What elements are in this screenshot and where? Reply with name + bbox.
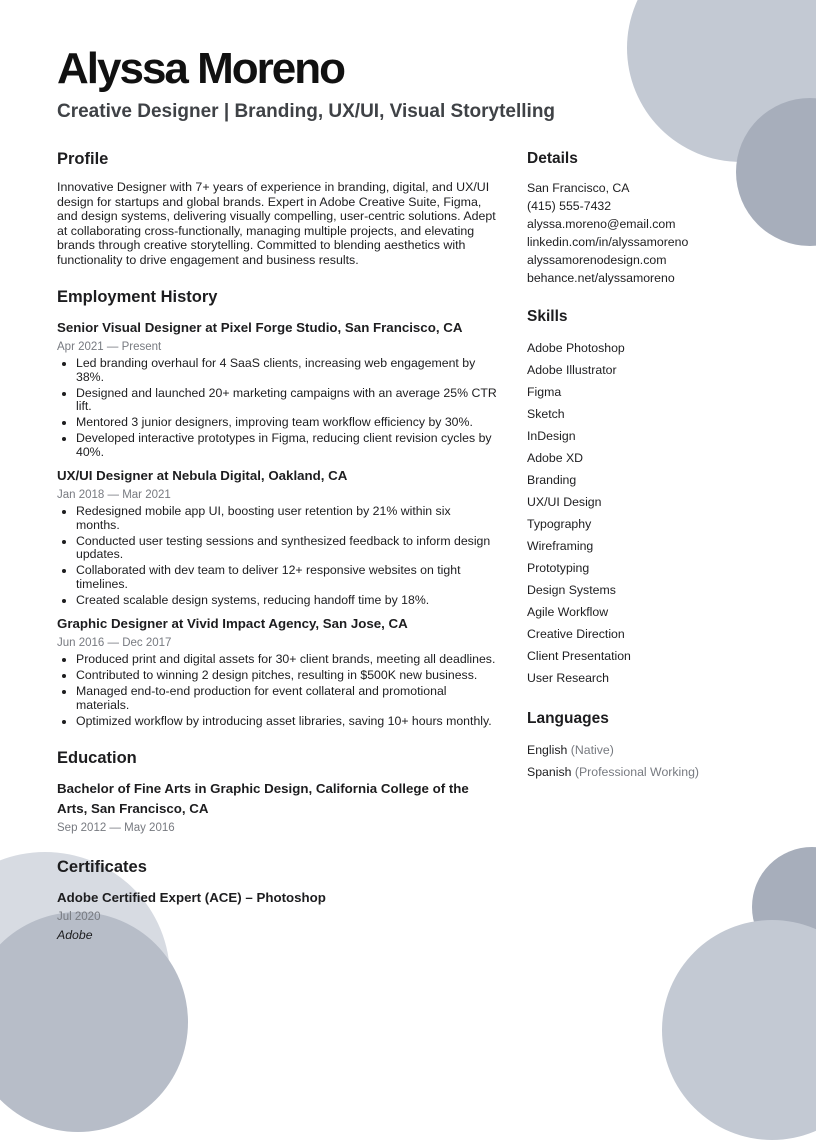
candidate-name: Alyssa Moreno — [57, 44, 344, 93]
skill-item: Sketch — [527, 407, 565, 421]
job-entry — [57, 466, 497, 607]
skill-item: Figma — [527, 385, 562, 399]
detail-phone: (415) 555-7432 — [527, 199, 612, 213]
list-item: • Managed end-to-end production for event collateral and promotional materials. — [76, 685, 497, 712]
job-entry — [57, 318, 497, 459]
certificate-date: Jul 2020 — [57, 911, 101, 923]
language-name: Spanish — [527, 765, 572, 779]
certificates-section — [57, 858, 497, 944]
side-column — [527, 150, 767, 804]
section-heading-education: Education — [57, 749, 137, 767]
skill-item: Agile Workflow — [527, 605, 609, 619]
detail-email: alyssa.moreno@email.com — [527, 217, 676, 231]
language-name: English — [527, 743, 568, 757]
employment-section — [57, 288, 497, 728]
list-item: • Produced print and digital assets for 30+ client brands, meeting all deadlines. — [76, 653, 497, 667]
list-item: • Created scalable design systems, reducing handoff time by 18%. — [76, 594, 497, 608]
job-entry — [57, 614, 497, 728]
skill-item: Client Presentation — [527, 649, 631, 663]
job-bullets — [57, 653, 497, 728]
language-item — [527, 761, 767, 783]
job-title: UX/UI Designer at Nebula Digital, Oakland, CA — [57, 468, 348, 483]
profile-text: Innovative Designer with 7+ years of experience in branding, digital, and UX/UI design for startups and global brands. Expert in Adobe Creative Suite, Figma, and design systems, delivering visually compelling, user-centric solutions. Adept at collaborating cross-functionally, managing multiple projects, and elevating brands through creative storytelling. Committed to blending aesthetics with functionality to drive engagement and business results. — [57, 180, 496, 267]
detail-behance: behance.net/alyssamoreno — [527, 271, 675, 285]
certificate-issuer: Adobe — [57, 928, 93, 942]
job-dates: Apr 2021 — Present — [57, 341, 162, 353]
language-item — [527, 739, 767, 761]
profile-section — [57, 150, 497, 267]
detail-location: San Francisco, CA — [527, 181, 630, 195]
section-heading-certificates: Certificates — [57, 858, 147, 876]
detail-linkedin: linkedin.com/in/alyssamoreno — [527, 235, 689, 249]
details-section — [527, 150, 767, 287]
skill-item: Branding — [527, 473, 577, 487]
section-heading-languages: Languages — [527, 710, 609, 727]
skill-item: InDesign — [527, 429, 576, 443]
section-heading-skills: Skills — [527, 308, 568, 325]
skill-item: Adobe Illustrator — [527, 363, 617, 377]
list-item: • Collaborated with dev team to deliver 12+ responsive websites on tight timelines. — [76, 564, 497, 591]
certificate-title: Adobe Certified Expert (ACE) – Photoshop — [57, 890, 326, 905]
education-section — [57, 749, 497, 837]
language-level: (Native) — [570, 743, 614, 757]
list-item: • Contributed to winning 2 design pitches, resulting in $500K new business. — [76, 669, 497, 683]
skill-item: Creative Direction — [527, 627, 625, 641]
job-bullets — [57, 357, 497, 459]
skill-item: Prototyping — [527, 561, 590, 575]
languages-section — [527, 710, 767, 783]
section-heading-details: Details — [527, 150, 578, 167]
list-item: • Optimized workflow by introducing asset libraries, saving 10+ hours monthly. — [76, 715, 497, 729]
detail-website: alyssamorenodesign.com — [527, 253, 667, 267]
list-item: • Designed and launched 20+ marketing campaigns with an average 25% CTR lift. — [76, 387, 497, 414]
section-heading-profile: Profile — [57, 150, 109, 168]
list-item: • Conducted user testing sessions and synthesized feedback to inform design updates. — [76, 535, 497, 562]
education-title: Bachelor of Fine Arts in Graphic Design, California College of the Arts, San Francisco, CA — [57, 781, 469, 816]
skill-item: Wireframing — [527, 539, 594, 553]
job-title: Senior Visual Designer at Pixel Forge Studio, San Francisco, CA — [57, 320, 463, 335]
skills-section — [527, 308, 767, 689]
main-column — [57, 150, 497, 965]
candidate-headline: Creative Designer | Branding, UX/UI, Visual Storytelling — [57, 101, 556, 122]
list-item: • Mentored 3 junior designers, improving team workflow efficiency by 30%. — [76, 416, 497, 430]
job-bullets — [57, 505, 497, 607]
job-dates: Jan 2018 — Mar 2021 — [57, 489, 171, 501]
list-item: • Redesigned mobile app UI, boosting user retention by 21% within six months. — [76, 505, 497, 532]
education-dates: Sep 2012 — May 2016 — [57, 822, 175, 834]
list-item: • Led branding overhaul for 4 SaaS clients, increasing web engagement by 38%. — [76, 357, 497, 384]
job-title: Graphic Designer at Vivid Impact Agency, San Jose, CA — [57, 616, 408, 631]
language-level: (Professional Working) — [574, 765, 700, 779]
job-dates: Jun 2016 — Dec 2017 — [57, 637, 172, 649]
skill-item: Adobe Photoshop — [527, 341, 625, 355]
skill-item: Typography — [527, 517, 592, 531]
skill-item: UX/UI Design — [527, 495, 602, 509]
skill-item: Design Systems — [527, 583, 616, 597]
list-item: • Developed interactive prototypes in Figma, reducing client revision cycles by 40%. — [76, 432, 497, 459]
section-heading-employment: Employment History — [57, 288, 218, 306]
skill-item: User Research — [527, 671, 610, 685]
skill-item: Adobe XD — [527, 451, 584, 465]
